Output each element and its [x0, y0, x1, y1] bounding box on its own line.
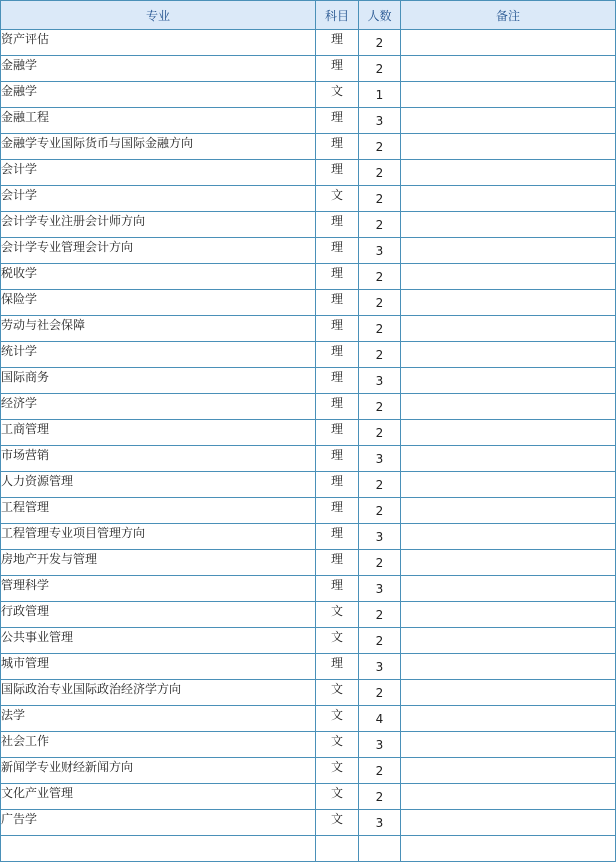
note-cell [401, 160, 616, 186]
major-cell: 统计学 [1, 342, 316, 368]
subject-cell: 理 [316, 238, 359, 264]
note-cell [401, 316, 616, 342]
subject-cell: 理 [316, 212, 359, 238]
count-cell: 2 [359, 602, 401, 628]
note-cell [401, 290, 616, 316]
major-cell: 文化产业管理 [1, 784, 316, 810]
table-row [1, 498, 616, 524]
count-cell: 2 [359, 550, 401, 576]
note-cell [401, 524, 616, 550]
subject-cell: 理 [316, 30, 359, 56]
note-cell [401, 446, 616, 472]
major-cell: 工程管理专业项目管理方向 [1, 524, 316, 550]
count-cell: 2 [359, 56, 401, 82]
header-subject: 科目 [316, 1, 359, 30]
table-row [1, 134, 616, 160]
subject-cell: 理 [316, 654, 359, 680]
count-cell: 2 [359, 342, 401, 368]
subject-cell: 理 [316, 108, 359, 134]
note-cell [401, 550, 616, 576]
count-cell: 2 [359, 290, 401, 316]
table-row [1, 758, 616, 784]
table-row [1, 212, 616, 238]
table-row [1, 472, 616, 498]
table-row [1, 420, 616, 446]
note-cell [401, 82, 616, 108]
major-cell: 金融工程 [1, 108, 316, 134]
count-cell [359, 836, 401, 862]
count-cell: 4 [359, 706, 401, 732]
subject-cell: 理 [316, 134, 359, 160]
major-cell: 市场营销 [1, 446, 316, 472]
subject-cell: 理 [316, 316, 359, 342]
subject-cell: 理 [316, 576, 359, 602]
table-row [1, 680, 616, 706]
major-cell: 资产评估 [1, 30, 316, 56]
note-cell [401, 30, 616, 56]
table-row [1, 706, 616, 732]
table-row [1, 784, 616, 810]
note-cell [401, 108, 616, 134]
note-cell [401, 628, 616, 654]
table-row [1, 602, 616, 628]
count-cell: 2 [359, 212, 401, 238]
table-row [1, 186, 616, 212]
count-cell: 2 [359, 30, 401, 56]
count-cell: 2 [359, 680, 401, 706]
note-cell [401, 706, 616, 732]
header-row [1, 1, 616, 30]
table-row [1, 160, 616, 186]
count-cell: 2 [359, 628, 401, 654]
subject-cell: 文 [316, 82, 359, 108]
table-header [1, 1, 616, 30]
major-cell: 劳动与社会保障 [1, 316, 316, 342]
subject-cell: 理 [316, 446, 359, 472]
table-row [1, 394, 616, 420]
subject-cell: 文 [316, 732, 359, 758]
subject-cell: 理 [316, 160, 359, 186]
count-cell: 2 [359, 134, 401, 160]
note-cell [401, 498, 616, 524]
major-cell: 税收学 [1, 264, 316, 290]
count-cell: 3 [359, 368, 401, 394]
table-row [1, 30, 616, 56]
note-cell [401, 238, 616, 264]
major-cell: 会计学 [1, 160, 316, 186]
subject-cell: 文 [316, 784, 359, 810]
table-row [1, 810, 616, 836]
count-cell: 2 [359, 160, 401, 186]
note-cell [401, 654, 616, 680]
major-cell: 金融学专业国际货币与国际金融方向 [1, 134, 316, 160]
count-cell: 2 [359, 316, 401, 342]
table-row [1, 550, 616, 576]
major-cell: 工商管理 [1, 420, 316, 446]
header-note: 备注 [401, 1, 616, 30]
major-cell: 法学 [1, 706, 316, 732]
subject-cell: 理 [316, 394, 359, 420]
count-cell: 2 [359, 186, 401, 212]
major-cell: 管理科学 [1, 576, 316, 602]
major-cell: 会计学专业管理会计方向 [1, 238, 316, 264]
major-cell: 社会工作 [1, 732, 316, 758]
major-cell: 金融学 [1, 82, 316, 108]
table-row [1, 108, 616, 134]
count-cell: 3 [359, 238, 401, 264]
subject-cell: 文 [316, 706, 359, 732]
major-cell: 广告学 [1, 810, 316, 836]
note-cell [401, 784, 616, 810]
subject-cell: 文 [316, 602, 359, 628]
subject-cell: 理 [316, 56, 359, 82]
count-cell: 2 [359, 784, 401, 810]
note-cell [401, 758, 616, 784]
count-cell: 3 [359, 446, 401, 472]
subject-cell: 理 [316, 264, 359, 290]
table-row [1, 368, 616, 394]
note-cell [401, 810, 616, 836]
subject-cell: 理 [316, 368, 359, 394]
count-cell: 3 [359, 524, 401, 550]
table-row [1, 576, 616, 602]
table-row [1, 342, 616, 368]
note-cell [401, 576, 616, 602]
major-cell: 人力资源管理 [1, 472, 316, 498]
note-cell [401, 472, 616, 498]
table-row [1, 654, 616, 680]
subject-cell: 文 [316, 810, 359, 836]
major-cell: 工程管理 [1, 498, 316, 524]
subject-cell: 文 [316, 186, 359, 212]
table-row [1, 264, 616, 290]
subject-cell [316, 836, 359, 862]
table-row [1, 82, 616, 108]
note-cell [401, 134, 616, 160]
count-cell: 2 [359, 472, 401, 498]
note-cell [401, 342, 616, 368]
note-cell [401, 394, 616, 420]
note-cell [401, 680, 616, 706]
table-row [1, 732, 616, 758]
table-row [1, 316, 616, 342]
table-row [1, 290, 616, 316]
count-cell: 2 [359, 758, 401, 784]
major-cell [1, 836, 316, 862]
major-cell: 国际商务 [1, 368, 316, 394]
table-row [1, 238, 616, 264]
note-cell [401, 368, 616, 394]
note-cell [401, 264, 616, 290]
count-cell: 3 [359, 810, 401, 836]
subject-cell: 理 [316, 290, 359, 316]
major-cell: 会计学 [1, 186, 316, 212]
subject-cell: 理 [316, 472, 359, 498]
count-cell: 1 [359, 82, 401, 108]
major-cell: 公共事业管理 [1, 628, 316, 654]
note-cell [401, 420, 616, 446]
subject-cell: 理 [316, 550, 359, 576]
count-cell: 3 [359, 732, 401, 758]
subject-cell: 理 [316, 524, 359, 550]
note-cell [401, 186, 616, 212]
subject-cell: 理 [316, 498, 359, 524]
table-row [1, 836, 616, 862]
subject-cell: 文 [316, 680, 359, 706]
major-cell: 房地产开发与管理 [1, 550, 316, 576]
major-cell: 行政管理 [1, 602, 316, 628]
table-row [1, 524, 616, 550]
count-cell: 3 [359, 654, 401, 680]
major-cell: 国际政治专业国际政治经济学方向 [1, 680, 316, 706]
count-cell: 3 [359, 576, 401, 602]
major-cell: 保险学 [1, 290, 316, 316]
count-cell: 3 [359, 108, 401, 134]
count-cell: 2 [359, 420, 401, 446]
subject-cell: 理 [316, 420, 359, 446]
header-major: 专业 [1, 1, 316, 30]
subject-cell: 文 [316, 628, 359, 654]
note-cell [401, 836, 616, 862]
note-cell [401, 212, 616, 238]
major-cell: 会计学专业注册会计师方向 [1, 212, 316, 238]
table-row [1, 628, 616, 654]
subject-cell: 理 [316, 342, 359, 368]
count-cell: 2 [359, 264, 401, 290]
table-row [1, 56, 616, 82]
table-row [1, 446, 616, 472]
major-cell: 金融学 [1, 56, 316, 82]
major-cell: 城市管理 [1, 654, 316, 680]
major-cell: 经济学 [1, 394, 316, 420]
table-body [1, 30, 616, 862]
major-cell: 新闻学专业财经新闻方向 [1, 758, 316, 784]
count-cell: 2 [359, 394, 401, 420]
header-count: 人数 [359, 1, 401, 30]
count-cell: 2 [359, 498, 401, 524]
subject-cell: 文 [316, 758, 359, 784]
note-cell [401, 56, 616, 82]
note-cell [401, 602, 616, 628]
note-cell [401, 732, 616, 758]
